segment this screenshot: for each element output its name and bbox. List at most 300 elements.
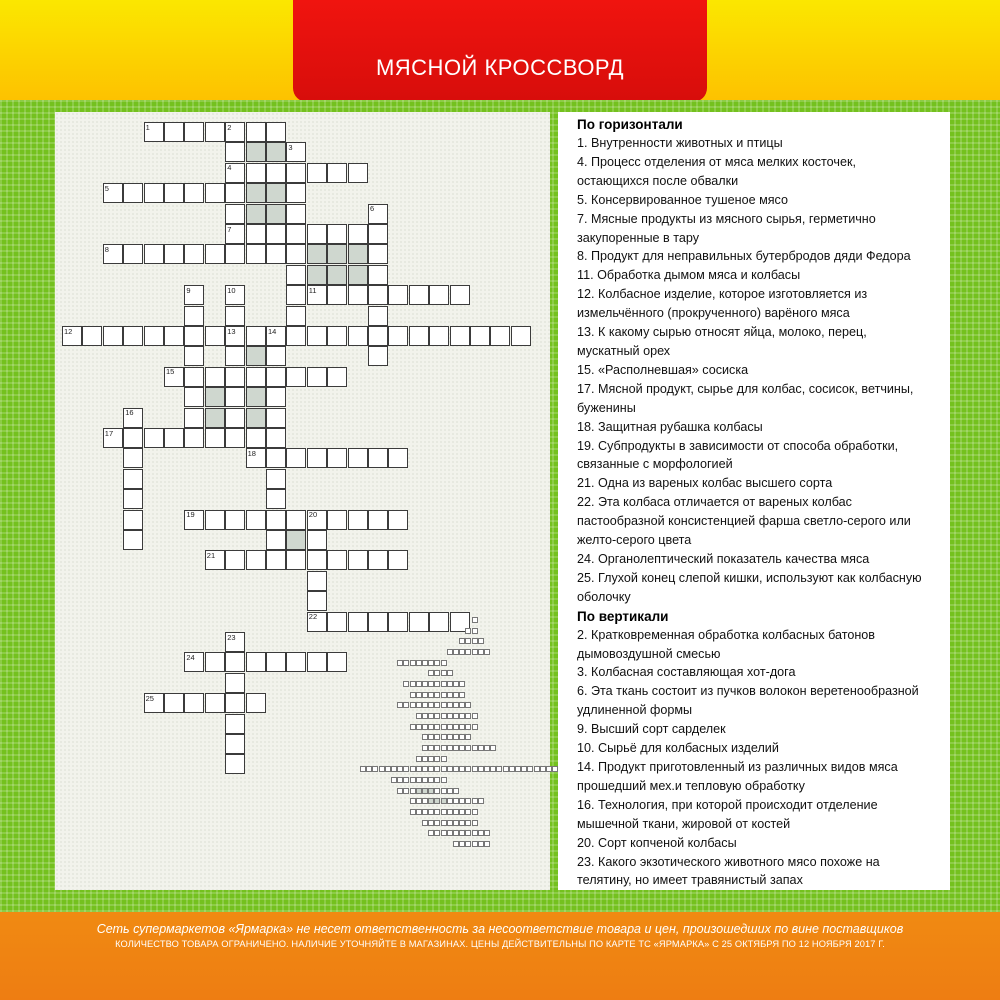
mini-grid-cell <box>496 766 502 772</box>
grid-cell[interactable] <box>123 326 143 346</box>
across-clue-line: 24. Органолептический показатель качества мяса <box>577 551 870 566</box>
mini-grid-cell <box>416 809 422 815</box>
clue-number: 1 <box>145 122 150 132</box>
mini-grid-cell <box>453 766 459 772</box>
mini-grid-cell <box>397 766 403 772</box>
across-clue-line: закупоренные в тару <box>577 230 700 245</box>
down-clue-line: 23. Какого экзотического животного мясо похоже на <box>577 854 880 869</box>
grid-cell[interactable] <box>388 510 408 530</box>
grid-cell[interactable] <box>286 224 306 244</box>
mini-grid-cell <box>434 830 440 836</box>
mini-grid-cell <box>509 766 515 772</box>
mini-grid-cell <box>447 734 453 740</box>
shaded-cell[interactable] <box>246 346 266 366</box>
mini-grid-cell <box>441 809 447 815</box>
grid-cell[interactable] <box>348 326 368 346</box>
grid-cell[interactable] <box>286 265 306 285</box>
grid-cell[interactable] <box>246 163 266 183</box>
grid-cell[interactable] <box>184 428 204 448</box>
clue-number: 13 <box>227 326 236 336</box>
grid-cell[interactable] <box>286 448 306 468</box>
grid-cell[interactable] <box>348 224 368 244</box>
mini-grid-cell <box>490 766 496 772</box>
grid-cell[interactable] <box>327 652 347 672</box>
mini-grid-cell <box>410 777 416 783</box>
grid-cell[interactable] <box>164 326 184 346</box>
clue-number: 25 <box>145 693 154 703</box>
mini-grid-cell <box>484 745 490 751</box>
grid-cell[interactable] <box>388 448 408 468</box>
grid-cell[interactable] <box>450 326 470 346</box>
across-clue-line: 21. Одна из вареных колбас высшего сорта <box>577 476 833 491</box>
grid-cell[interactable] <box>368 265 388 285</box>
grid-cell[interactable] <box>246 550 266 570</box>
mini-grid-cell <box>410 724 416 730</box>
grid-cell[interactable] <box>266 367 286 387</box>
grid-cell[interactable] <box>388 612 408 632</box>
mini-grid-cell <box>447 809 453 815</box>
mini-grid-cell <box>447 745 453 751</box>
mini-grid-cell <box>472 841 478 847</box>
mini-grid-cell <box>397 660 403 666</box>
mini-grid-cell <box>416 756 422 762</box>
grid-cell[interactable] <box>184 326 204 346</box>
grid-cell[interactable] <box>225 183 245 203</box>
grid-cell[interactable] <box>327 367 347 387</box>
grid-cell[interactable] <box>184 693 204 713</box>
mini-grid-cell <box>459 692 465 698</box>
grid-cell[interactable] <box>266 122 286 142</box>
mini-grid-cell <box>422 681 428 687</box>
grid-cell[interactable] <box>225 306 245 326</box>
mini-grid-cell <box>428 660 434 666</box>
grid-cell[interactable] <box>286 510 306 530</box>
across-clue-line: остающихся после обвалки <box>577 173 739 188</box>
grid-cell[interactable] <box>368 306 388 326</box>
grid-cell[interactable] <box>205 693 225 713</box>
grid-cell[interactable] <box>286 367 306 387</box>
grid-cell[interactable] <box>164 244 184 264</box>
grid-cell[interactable] <box>103 326 123 346</box>
grid-cell[interactable] <box>388 326 408 346</box>
grid-cell[interactable] <box>184 183 204 203</box>
grid-cell[interactable] <box>123 530 143 550</box>
mini-grid-cell <box>453 809 459 815</box>
mini-grid-cell <box>410 809 416 815</box>
grid-cell[interactable] <box>286 183 306 203</box>
mini-grid-cell <box>459 681 465 687</box>
shaded-cell[interactable] <box>348 265 368 285</box>
grid-cell[interactable] <box>164 693 184 713</box>
mini-grid-cell <box>416 766 422 772</box>
mini-grid-cell <box>472 798 478 804</box>
grid-cell[interactable] <box>348 285 368 305</box>
grid-cell[interactable] <box>123 448 143 468</box>
grid-cell[interactable] <box>225 550 245 570</box>
down-clue-line: дымовоздушной смесью <box>577 646 721 661</box>
mini-grid-cell <box>472 638 478 644</box>
mini-grid-cell <box>441 724 447 730</box>
grid-cell[interactable] <box>246 122 266 142</box>
grid-cell[interactable] <box>409 326 429 346</box>
mini-grid-cell <box>416 660 422 666</box>
mini-grid-cell <box>441 670 447 676</box>
grid-cell[interactable] <box>266 448 286 468</box>
clue-number: 24 <box>186 652 195 662</box>
across-clue-line: связанные с морфологией <box>577 457 733 472</box>
mini-grid-cell <box>434 766 440 772</box>
grid-cell[interactable] <box>123 510 143 530</box>
grid-cell[interactable] <box>307 652 327 672</box>
grid-cell[interactable] <box>225 693 245 713</box>
grid-cell[interactable] <box>205 183 225 203</box>
grid-cell[interactable] <box>205 326 225 346</box>
grid-cell[interactable] <box>266 550 286 570</box>
mini-grid-cell <box>465 638 471 644</box>
grid-cell[interactable] <box>266 428 286 448</box>
grid-cell[interactable] <box>307 550 327 570</box>
grid-cell[interactable] <box>490 326 510 346</box>
grid-cell[interactable] <box>225 510 245 530</box>
shaded-cell[interactable] <box>266 183 286 203</box>
mini-grid-cell <box>397 702 403 708</box>
grid-cell[interactable] <box>307 224 327 244</box>
grid-cell[interactable] <box>368 244 388 264</box>
footer <box>0 912 1000 1000</box>
mini-grid-cell <box>422 734 428 740</box>
shaded-cell[interactable] <box>266 204 286 224</box>
mini-grid-cell <box>472 628 478 634</box>
across-heading: По горизонтали <box>577 117 683 132</box>
grid-cell[interactable] <box>123 469 143 489</box>
grid-cell[interactable] <box>368 550 388 570</box>
grid-cell[interactable] <box>246 428 266 448</box>
shaded-cell[interactable] <box>246 387 266 407</box>
grid-cell[interactable] <box>286 244 306 264</box>
mini-grid-cell <box>428 713 434 719</box>
grid-cell[interactable] <box>286 326 306 346</box>
mini-grid-cell <box>410 798 416 804</box>
grid-cell[interactable] <box>225 673 245 693</box>
mini-grid-cell <box>403 777 409 783</box>
mini-grid-cell <box>515 766 521 772</box>
mini-grid-cell <box>472 713 478 719</box>
grid-cell[interactable] <box>184 306 204 326</box>
grid-cell[interactable] <box>246 326 266 346</box>
mini-grid-cell <box>428 788 434 794</box>
mini-grid-cell <box>453 681 459 687</box>
grid-cell[interactable] <box>266 224 286 244</box>
mini-grid-cell <box>434 681 440 687</box>
mini-grid-cell <box>434 809 440 815</box>
mini-grid-cell <box>465 628 471 634</box>
grid-cell[interactable] <box>246 367 266 387</box>
grid-cell[interactable] <box>368 224 388 244</box>
grid-cell[interactable] <box>266 510 286 530</box>
mini-grid-cell <box>521 766 527 772</box>
mini-grid-cell <box>459 798 465 804</box>
down-clue-line: 20. Сорт копченой колбасы <box>577 835 737 850</box>
mini-grid-cell <box>478 841 484 847</box>
grid-cell[interactable] <box>246 244 266 264</box>
grid-cell[interactable] <box>368 510 388 530</box>
grid-cell[interactable] <box>348 612 368 632</box>
grid-cell[interactable] <box>144 244 164 264</box>
grid-cell[interactable] <box>184 387 204 407</box>
grid-cell[interactable] <box>266 530 286 550</box>
mini-grid-cell <box>441 788 447 794</box>
grid-cell[interactable] <box>123 183 143 203</box>
grid-cell[interactable] <box>225 754 245 774</box>
mini-grid-cell <box>447 681 453 687</box>
grid-cell[interactable] <box>164 183 184 203</box>
grid-cell[interactable] <box>266 408 286 428</box>
grid-cell[interactable] <box>266 387 286 407</box>
grid-cell[interactable] <box>409 285 429 305</box>
mini-grid-cell <box>478 649 484 655</box>
mini-grid-cell <box>434 788 440 794</box>
grid-cell[interactable] <box>246 652 266 672</box>
mini-grid-cell <box>410 788 416 794</box>
grid-cell[interactable] <box>205 652 225 672</box>
grid-cell[interactable] <box>225 244 245 264</box>
mini-grid-cell <box>428 766 434 772</box>
shaded-cell[interactable] <box>266 142 286 162</box>
grid-cell[interactable] <box>246 510 266 530</box>
grid-cell[interactable] <box>144 326 164 346</box>
grid-cell[interactable] <box>266 346 286 366</box>
grid-cell[interactable] <box>368 612 388 632</box>
down-clue-line: 6. Эта ткань состоит из пучков волокон веретенообразной <box>577 684 919 699</box>
grid-cell[interactable] <box>205 244 225 264</box>
shaded-cell[interactable] <box>286 530 306 550</box>
grid-cell[interactable] <box>225 428 245 448</box>
grid-cell[interactable] <box>348 550 368 570</box>
mini-grid-cell <box>422 809 428 815</box>
grid-cell[interactable] <box>327 326 347 346</box>
grid-cell[interactable] <box>368 346 388 366</box>
grid-cell[interactable] <box>388 285 408 305</box>
shaded-cell[interactable] <box>327 265 347 285</box>
across-clue-line: 11. Обработка дымом мяса и колбасы <box>577 268 801 283</box>
grid-cell[interactable] <box>368 285 388 305</box>
grid-cell[interactable] <box>184 346 204 366</box>
mini-grid-cell <box>441 777 447 783</box>
grid-cell[interactable] <box>286 550 306 570</box>
clue-number: 5 <box>104 183 109 193</box>
grid-cell[interactable] <box>470 326 490 346</box>
mini-grid-cell <box>447 820 453 826</box>
clue-number: 16 <box>125 408 134 418</box>
mini-grid-cell <box>422 788 428 794</box>
grid-cell[interactable] <box>225 367 245 387</box>
grid-cell[interactable] <box>225 346 245 366</box>
mini-grid-cell <box>397 777 403 783</box>
mini-grid-cell <box>428 830 434 836</box>
clue-number: 10 <box>227 285 236 295</box>
grid-cell[interactable] <box>144 428 164 448</box>
clue-number: 9 <box>186 285 191 295</box>
grid-cell[interactable] <box>184 367 204 387</box>
grid-cell[interactable] <box>205 122 225 142</box>
grid-cell[interactable] <box>246 693 266 713</box>
grid-cell[interactable] <box>327 510 347 530</box>
across-clue-line: 12. Колбасное изделие, которое изготовляется из <box>577 287 868 302</box>
mini-grid-cell <box>422 820 428 826</box>
clue-number: 14 <box>268 326 277 336</box>
mini-grid-cell <box>385 766 391 772</box>
shaded-cell[interactable] <box>246 142 266 162</box>
grid-cell[interactable] <box>307 326 327 346</box>
grid-cell[interactable] <box>327 224 347 244</box>
clue-number: 8 <box>104 244 109 254</box>
grid-cell[interactable] <box>286 163 306 183</box>
grid-cell[interactable] <box>307 448 327 468</box>
grid-cell[interactable] <box>307 571 327 591</box>
grid-cell[interactable] <box>246 224 266 244</box>
grid-cell[interactable] <box>225 142 245 162</box>
grid-cell[interactable] <box>205 367 225 387</box>
grid-cell[interactable] <box>123 428 143 448</box>
grid-cell[interactable] <box>348 163 368 183</box>
mini-grid-cell <box>416 777 422 783</box>
mini-grid-cell <box>453 734 459 740</box>
down-clue-line: 16. Технология, при которой происходит отделение <box>577 797 878 812</box>
grid-cell[interactable] <box>225 408 245 428</box>
shaded-cell[interactable] <box>246 204 266 224</box>
grid-cell[interactable] <box>144 183 164 203</box>
grid-cell[interactable] <box>225 387 245 407</box>
grid-cell[interactable] <box>205 428 225 448</box>
shaded-cell[interactable] <box>348 244 368 264</box>
mini-grid-cell <box>459 649 465 655</box>
grid-cell[interactable] <box>429 285 449 305</box>
shaded-cell[interactable] <box>205 387 225 407</box>
across-clue-line: 8. Продукт для неправильных бутербродов дяди Федора <box>577 249 911 264</box>
mini-grid-cell <box>453 713 459 719</box>
grid-cell[interactable] <box>266 469 286 489</box>
grid-cell[interactable] <box>327 285 347 305</box>
grid-cell[interactable] <box>327 163 347 183</box>
mini-grid-cell <box>453 820 459 826</box>
mini-grid-cell <box>422 745 428 751</box>
mini-grid-cell <box>453 841 459 847</box>
grid-cell[interactable] <box>123 489 143 509</box>
grid-cell[interactable] <box>348 510 368 530</box>
grid-cell[interactable] <box>266 163 286 183</box>
footer-terms: КОЛИЧЕСТВО ТОВАРА ОГРАНИЧЕНО. НАЛИЧИЕ УТОЧНЯЙТЕ В МАГАЗИНАХ. ЦЕНЫ ДЕЙСТВИТЕЛЬНЫ ПО КАРТЕ ТС «ЯРМАРКА» С 25 ОКТЯБРЯ ПО 12 НОЯБРЯ 2017 Г. <box>115 939 885 949</box>
mini-grid-cell <box>447 798 453 804</box>
grid-cell[interactable] <box>266 652 286 672</box>
grid-cell[interactable] <box>450 285 470 305</box>
grid-cell[interactable] <box>368 448 388 468</box>
grid-cell[interactable] <box>82 326 102 346</box>
grid-cell[interactable] <box>429 326 449 346</box>
grid-cell[interactable] <box>164 122 184 142</box>
grid-cell[interactable] <box>327 448 347 468</box>
grid-cell[interactable] <box>286 285 306 305</box>
grid-cell[interactable] <box>225 734 245 754</box>
grid-cell[interactable] <box>225 714 245 734</box>
mini-grid-cell <box>465 809 471 815</box>
shaded-cell[interactable] <box>205 408 225 428</box>
grid-cell[interactable] <box>164 428 184 448</box>
mini-grid-cell <box>441 766 447 772</box>
grid-cell[interactable] <box>327 612 347 632</box>
grid-cell[interactable] <box>184 244 204 264</box>
grid-cell[interactable] <box>184 408 204 428</box>
across-clue-line: 19. Субпродукты в зависимости от способа обработки, <box>577 438 899 453</box>
mini-grid-cell <box>453 830 459 836</box>
mini-grid-cell <box>534 766 540 772</box>
mini-grid-cell <box>546 766 552 772</box>
grid-cell[interactable] <box>409 612 429 632</box>
grid-cell[interactable] <box>225 204 245 224</box>
grid-cell[interactable] <box>307 367 327 387</box>
down-clue-line: 10. Сырьё для колбасных изделий <box>577 741 779 756</box>
mini-grid-cell <box>447 692 453 698</box>
title-tab <box>293 0 707 102</box>
grid-cell[interactable] <box>123 244 143 264</box>
mini-grid-cell <box>428 809 434 815</box>
down-clue-line: удлиненной формы <box>577 703 693 718</box>
mini-grid-cell <box>465 766 471 772</box>
grid-cell[interactable] <box>368 326 388 346</box>
across-clue-line: 17. Мясной продукт, сырье для колбас, сосисок, ветчины, <box>577 381 914 396</box>
mini-grid-cell <box>459 830 465 836</box>
grid-cell[interactable] <box>307 163 327 183</box>
mini-grid-cell <box>447 670 453 676</box>
grid-cell[interactable] <box>225 652 245 672</box>
grid-cell[interactable] <box>266 244 286 264</box>
grid-cell[interactable] <box>184 122 204 142</box>
down-clues-list <box>577 626 944 890</box>
shaded-cell[interactable] <box>307 244 327 264</box>
shaded-cell[interactable] <box>307 265 327 285</box>
mini-grid-cell <box>441 734 447 740</box>
clue-number: 20 <box>308 510 318 520</box>
grid-cell[interactable] <box>307 530 327 550</box>
grid-cell[interactable] <box>307 591 327 611</box>
grid-cell[interactable] <box>286 204 306 224</box>
shaded-cell[interactable] <box>246 183 266 203</box>
mini-grid-cell <box>434 692 440 698</box>
grid-cell[interactable] <box>388 550 408 570</box>
mini-grid-cell <box>441 660 447 666</box>
mini-grid-cell <box>416 713 422 719</box>
mini-grid-cell <box>410 702 416 708</box>
grid-cell[interactable] <box>327 550 347 570</box>
mini-grid-cell <box>441 692 447 698</box>
grid-cell[interactable] <box>205 510 225 530</box>
shaded-cell[interactable] <box>246 408 266 428</box>
mini-grid-cell <box>416 681 422 687</box>
grid-cell[interactable] <box>266 489 286 509</box>
down-clue-line: 14. Продукт приготовленный из различных видов мяса <box>577 760 898 774</box>
grid-cell[interactable] <box>348 448 368 468</box>
across-clue-line: оболочку <box>577 589 631 604</box>
grid-cell[interactable] <box>286 652 306 672</box>
clue-number: 12 <box>64 326 73 336</box>
mini-grid-cell <box>459 734 465 740</box>
mini-grid-cell <box>422 798 428 804</box>
grid-cell[interactable] <box>286 306 306 326</box>
shaded-cell[interactable] <box>327 244 347 264</box>
grid-cell[interactable] <box>429 612 449 632</box>
grid-cell[interactable] <box>511 326 531 346</box>
mini-grid-cell <box>447 702 453 708</box>
mini-grid-cell <box>410 766 416 772</box>
